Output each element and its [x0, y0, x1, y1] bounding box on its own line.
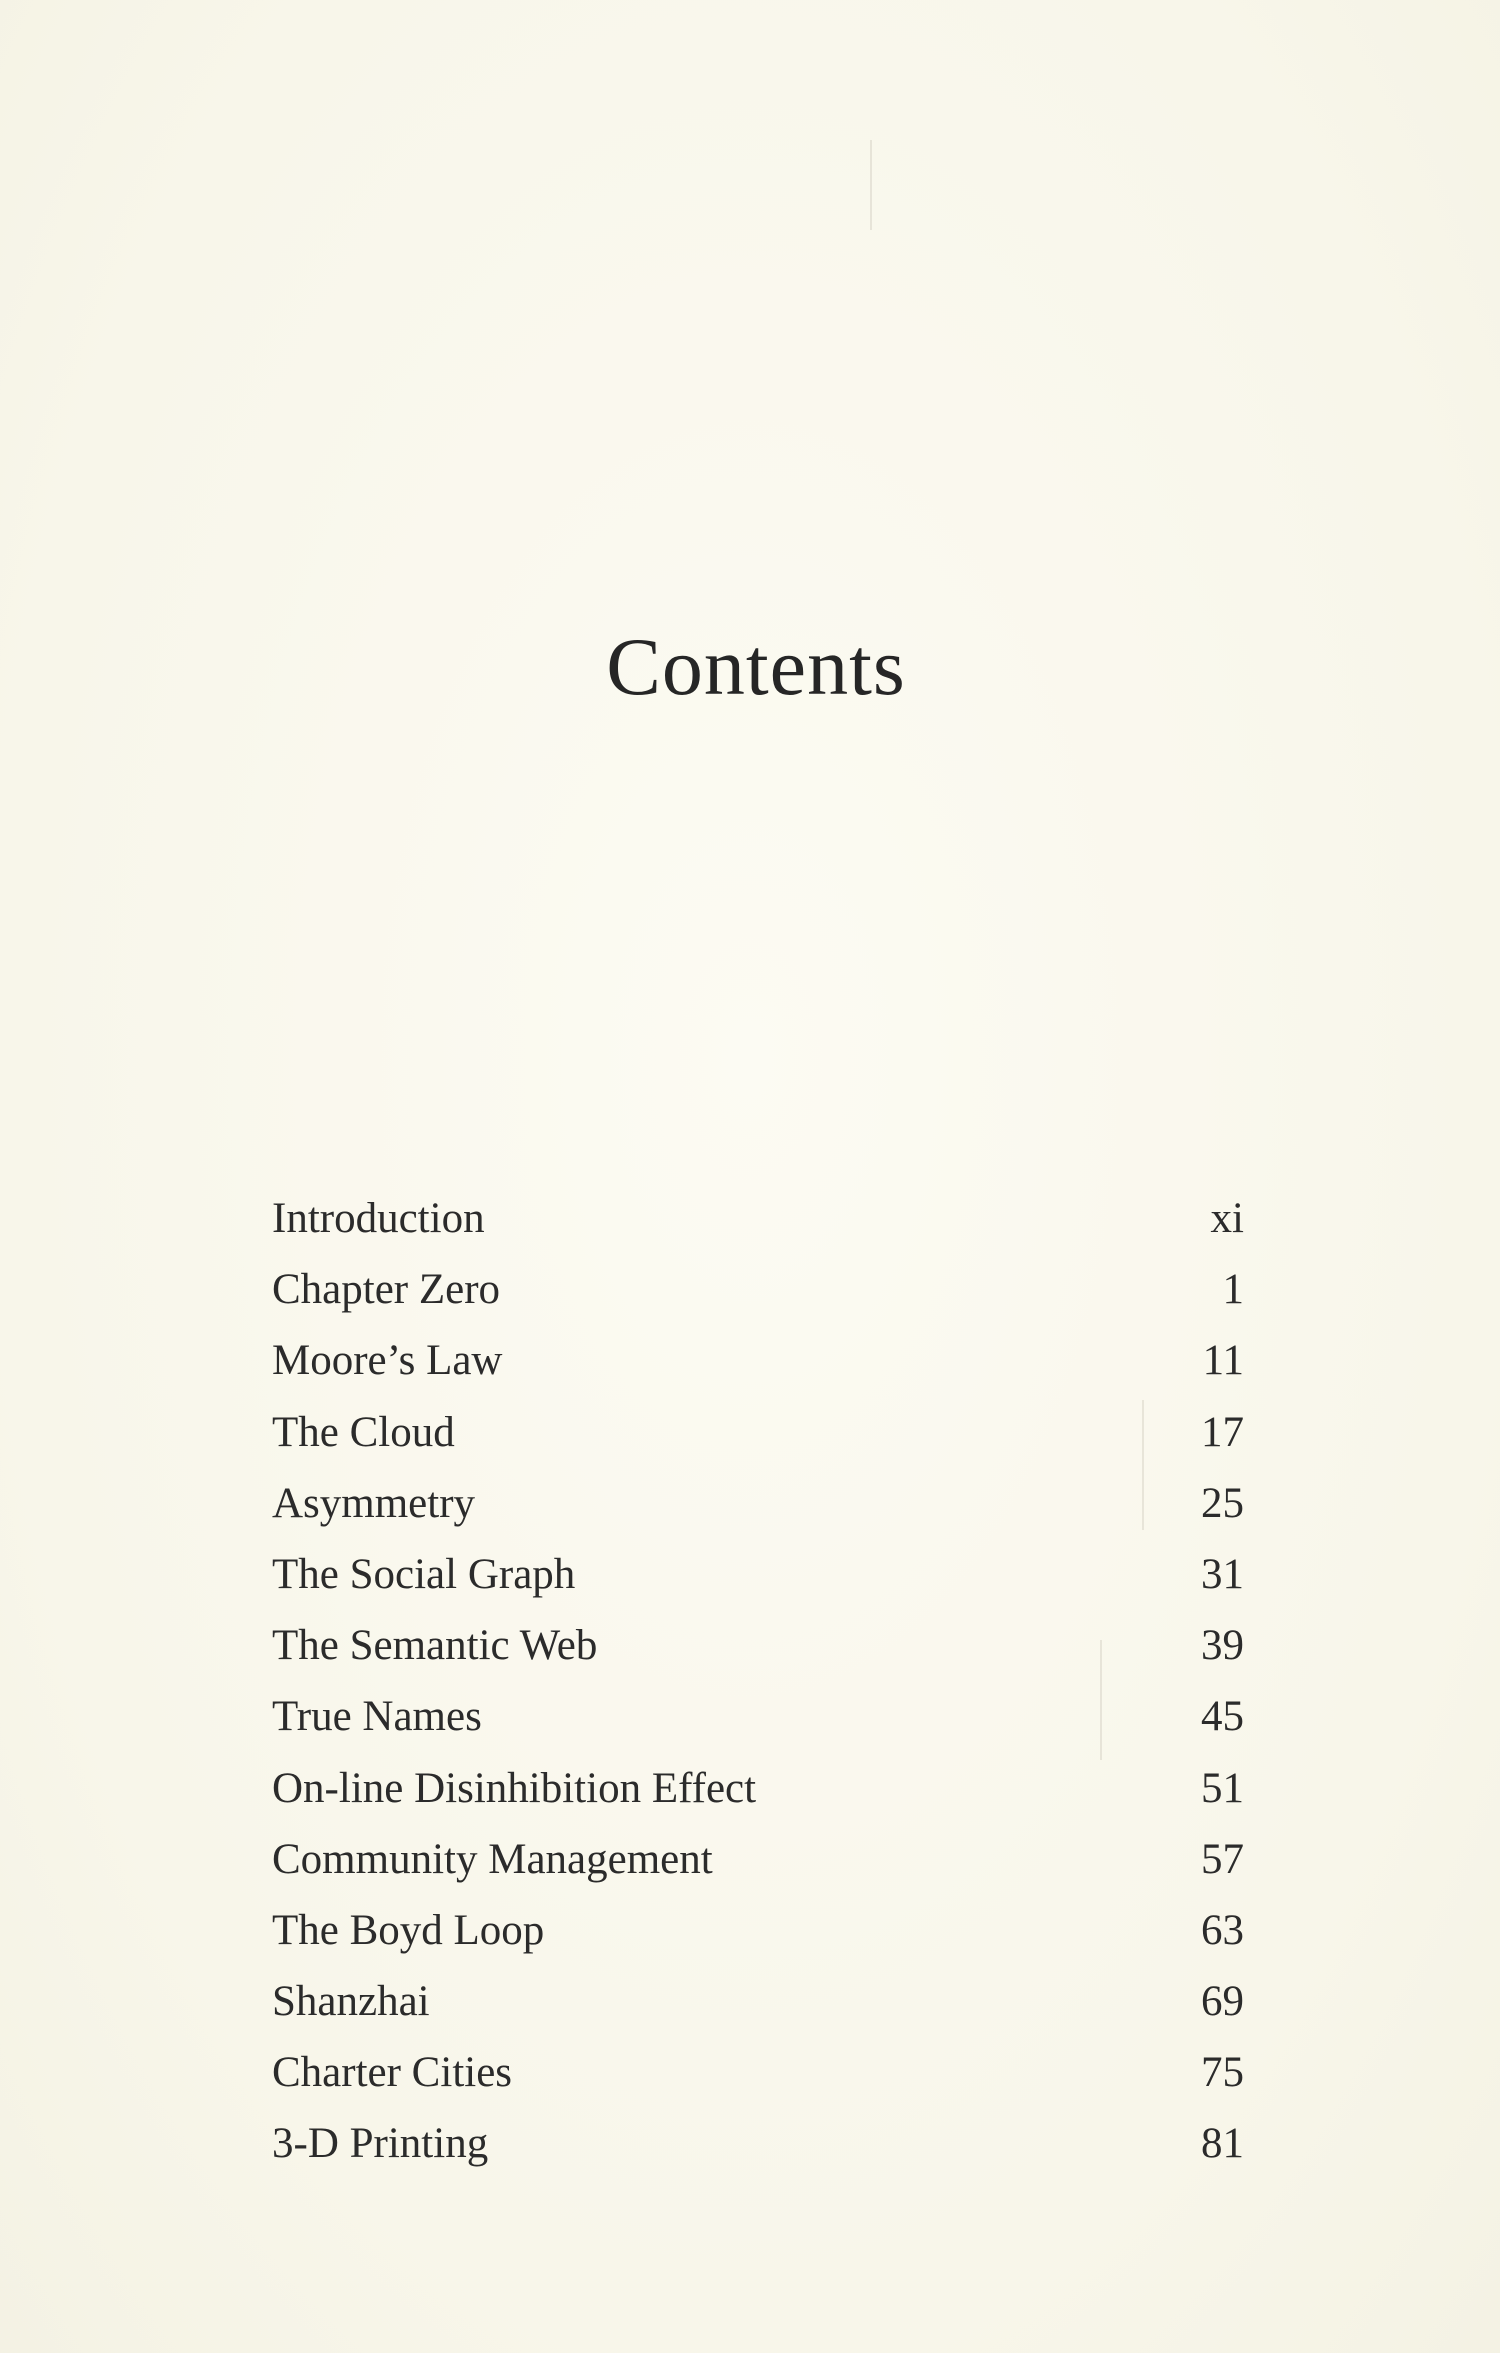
toc-entry-page: 11: [1202, 1337, 1244, 1385]
toc-entry-title: Asymmetry: [272, 1479, 476, 1527]
toc-entry-title: Chapter Zero: [272, 1266, 501, 1314]
toc-entry-asymmetry: [272, 1468, 1244, 1539]
toc-entry-title: Moore’s Law: [272, 1337, 503, 1385]
toc-entry-moores-law: [272, 1325, 1244, 1396]
paper-mark: [870, 140, 872, 230]
toc-entry-true-names: [272, 1681, 1244, 1752]
toc-entry-shanzhai: [272, 1966, 1244, 2037]
toc-entry-charter-cities: [272, 2037, 1244, 2108]
toc-entry-title: 3-D Printing: [272, 2120, 489, 2168]
toc-entry-title: The Boyd Loop: [272, 1906, 545, 1954]
toc-entry-page: 69: [1201, 1978, 1244, 2026]
toc-entry-community-management: [272, 1824, 1244, 1895]
toc-entry-title: Introduction: [272, 1195, 485, 1242]
toc-entry-title: The Social Graph: [272, 1550, 576, 1598]
toc-entry-page: 39: [1201, 1622, 1244, 1670]
toc-entry-page: 81: [1201, 2120, 1244, 2168]
toc-entry-page: 31: [1201, 1550, 1244, 1598]
toc-entry-introduction: [272, 1183, 1244, 1254]
toc-entry-page: 75: [1201, 2049, 1244, 2097]
toc-entry-title: On-line Disinhibition Effect: [272, 1764, 757, 1812]
toc-entry-page: 17: [1201, 1408, 1244, 1456]
toc-entry-chapter-zero: [272, 1254, 1244, 1325]
toc-entry-title: Charter Cities: [272, 2049, 513, 2097]
toc-entry-online-disinhibition-effect: [272, 1753, 1244, 1824]
toc-entry-title: Shanzhai: [272, 1978, 430, 2026]
page-title: Contents: [606, 621, 906, 712]
toc-entry-page: 63: [1201, 1906, 1244, 1954]
toc-entry-the-semantic-web: [272, 1610, 1244, 1681]
toc-entry-page: 51: [1201, 1764, 1244, 1812]
toc-entry-page: 1: [1222, 1266, 1244, 1314]
toc-entry-page: xi: [1210, 1195, 1244, 1242]
toc-entry-title: Community Management: [272, 1835, 713, 1883]
toc-entry-page: 25: [1201, 1479, 1244, 1527]
table-of-contents: [272, 1183, 1244, 2180]
toc-entry-page: 45: [1201, 1693, 1244, 1741]
toc-entry-title: True Names: [272, 1693, 482, 1741]
toc-entry-page: 57: [1201, 1835, 1244, 1883]
toc-entry-title: The Cloud: [272, 1408, 455, 1456]
toc-entry-the-cloud: [272, 1397, 1244, 1468]
toc-entry-the-boyd-loop: [272, 1895, 1244, 1966]
toc-entry-title: The Semantic Web: [272, 1622, 598, 1670]
toc-entry-3d-printing: [272, 2108, 1244, 2179]
toc-entry-the-social-graph: [272, 1539, 1244, 1610]
